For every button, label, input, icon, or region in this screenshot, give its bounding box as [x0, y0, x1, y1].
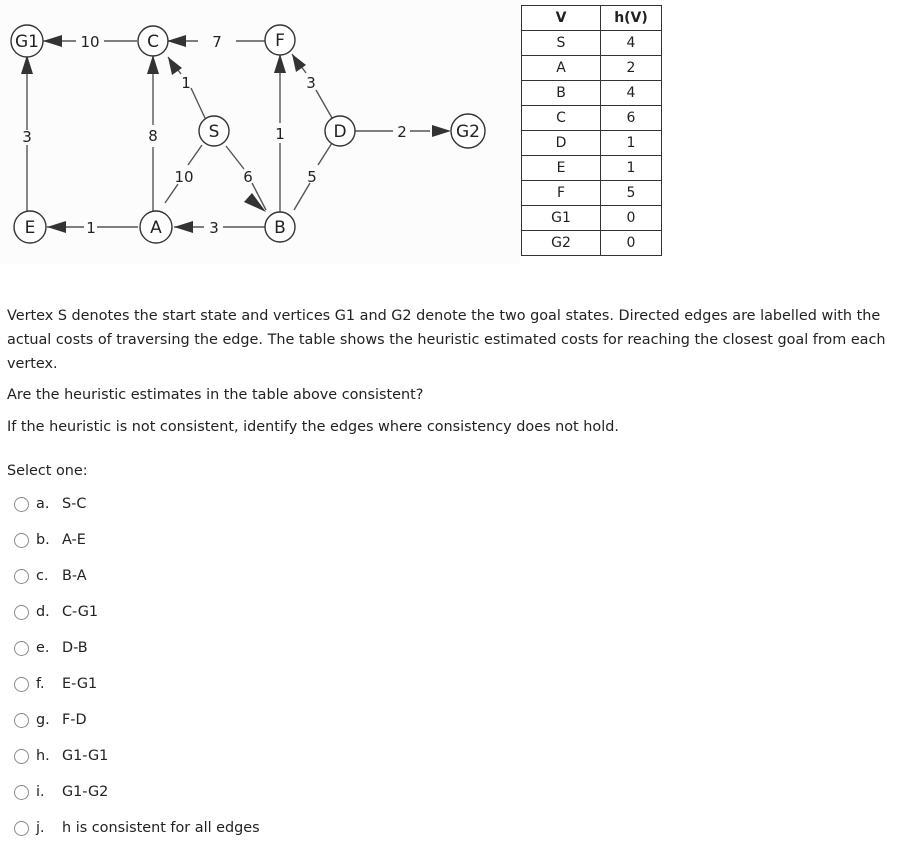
table-cell-h: 4 [601, 81, 662, 106]
option-j[interactable] [14, 816, 260, 840]
edge-cost-c-g1: 10 [80, 33, 100, 51]
edge-cost-b-a: 3 [209, 219, 219, 237]
option-label: G1-G1 [62, 748, 109, 764]
table-cell-h: 1 [601, 156, 662, 181]
edge-cost-s-c: 1 [181, 74, 191, 92]
table-cell-vertex: G2 [522, 231, 601, 256]
edge-cost-s-a: 10 [174, 168, 194, 186]
graph-diagram [0, 0, 520, 264]
edge-cost-f-c: 7 [212, 33, 222, 51]
table-cell-vertex: D [522, 131, 601, 156]
option-e[interactable] [14, 636, 88, 660]
radio-button[interactable] [14, 749, 29, 764]
option-label: E-G1 [62, 676, 98, 692]
table-header-row [522, 6, 662, 31]
table-cell-h: 4 [601, 31, 662, 56]
node-label-d: D [333, 122, 347, 142]
edge-cost-b-f: 1 [275, 125, 285, 143]
table-cell-vertex: C [522, 106, 601, 131]
table-cell-h: 6 [601, 106, 662, 131]
option-label: G1-G2 [62, 784, 109, 800]
option-label: C-G1 [62, 604, 99, 620]
node-label-g2: G2 [456, 122, 480, 142]
node-label-f: F [275, 31, 285, 51]
option-label: S-C [62, 496, 87, 512]
table-row [522, 131, 662, 156]
node-label-e: E [24, 218, 36, 238]
option-letter: c. [36, 568, 49, 584]
table-row [522, 56, 662, 81]
radio-button[interactable] [14, 569, 29, 584]
radio-button[interactable] [14, 677, 29, 692]
table-cell-h: 5 [601, 181, 662, 206]
table-row [522, 106, 662, 131]
option-letter: a. [36, 496, 50, 512]
table-header-v: V [522, 6, 601, 31]
option-a[interactable] [14, 492, 86, 516]
option-letter: f. [36, 676, 45, 692]
table-header-h: h(V) [601, 6, 662, 31]
radio-button[interactable] [14, 713, 29, 728]
radio-button[interactable] [14, 497, 29, 512]
radio-button[interactable] [14, 821, 29, 836]
heuristic-table [521, 5, 662, 256]
node-label-a: A [150, 218, 162, 238]
edge-cost-a-c: 8 [148, 127, 158, 145]
option-label: B-A [62, 568, 87, 584]
option-b[interactable] [14, 528, 86, 552]
option-f[interactable] [14, 672, 97, 696]
table-cell-vertex: A [522, 56, 601, 81]
table-cell-vertex: B [522, 81, 601, 106]
figure-panel [0, 0, 911, 264]
table-row [522, 206, 662, 231]
edge-cost-d-g2: 2 [397, 123, 407, 141]
option-letter: e. [36, 640, 50, 656]
edge-cost-b-d: 5 [307, 168, 317, 186]
option-letter: b. [36, 532, 50, 548]
select-one-label: Select one: [7, 463, 88, 479]
option-letter: h. [36, 748, 50, 764]
option-d[interactable] [14, 600, 98, 624]
table-row [522, 81, 662, 106]
table-row [522, 231, 662, 256]
option-h[interactable] [14, 744, 108, 768]
edge-cost-a-e: 1 [86, 219, 96, 237]
table-cell-h: 1 [601, 131, 662, 156]
option-label: D-B [62, 640, 88, 656]
edge-cost-s-b: 6 [243, 168, 253, 186]
option-letter: j. [36, 820, 45, 836]
question-text: Are the heuristic estimates in the table above consistent? [7, 387, 424, 403]
table-row [522, 181, 662, 206]
node-label-s: S [208, 122, 220, 142]
edge-cost-d-f: 3 [306, 74, 316, 92]
radio-button[interactable] [14, 605, 29, 620]
question-instruction: If the heuristic is not consistent, identify the edges where consistency does not hold. [7, 419, 619, 435]
table-cell-vertex: F [522, 181, 601, 206]
option-g[interactable] [14, 708, 87, 732]
table-row [522, 156, 662, 181]
edge-cost-e-g1: 3 [22, 128, 32, 146]
option-letter: i. [36, 784, 45, 800]
option-label: A-E [62, 532, 86, 548]
option-letter: g. [36, 712, 50, 728]
table-row [522, 31, 662, 56]
option-c[interactable] [14, 564, 87, 588]
table-cell-vertex: S [522, 31, 601, 56]
question-description: Vertex S denotes the start state and vertices G1 and G2 denote the two goal states. Directed edges are labelled with the actual costs of traversing the edge. The table shows the heuristic estimated costs for reaching the closest goal from each vertex. [7, 308, 886, 372]
option-letter: d. [36, 604, 50, 620]
table-cell-h: 0 [601, 231, 662, 256]
table-cell-h: 2 [601, 56, 662, 81]
radio-button[interactable] [14, 641, 29, 656]
radio-button[interactable] [14, 785, 29, 800]
option-i[interactable] [14, 780, 108, 804]
radio-button[interactable] [14, 533, 29, 548]
node-label-c: C [147, 32, 159, 52]
node-label-g1: G1 [15, 32, 39, 52]
table-cell-h: 0 [601, 206, 662, 231]
option-label: h is consistent for all edges [62, 820, 260, 836]
table-cell-vertex: G1 [522, 206, 601, 231]
option-label: F-D [62, 712, 87, 728]
table-cell-vertex: E [522, 156, 601, 181]
node-label-b: B [274, 218, 286, 238]
